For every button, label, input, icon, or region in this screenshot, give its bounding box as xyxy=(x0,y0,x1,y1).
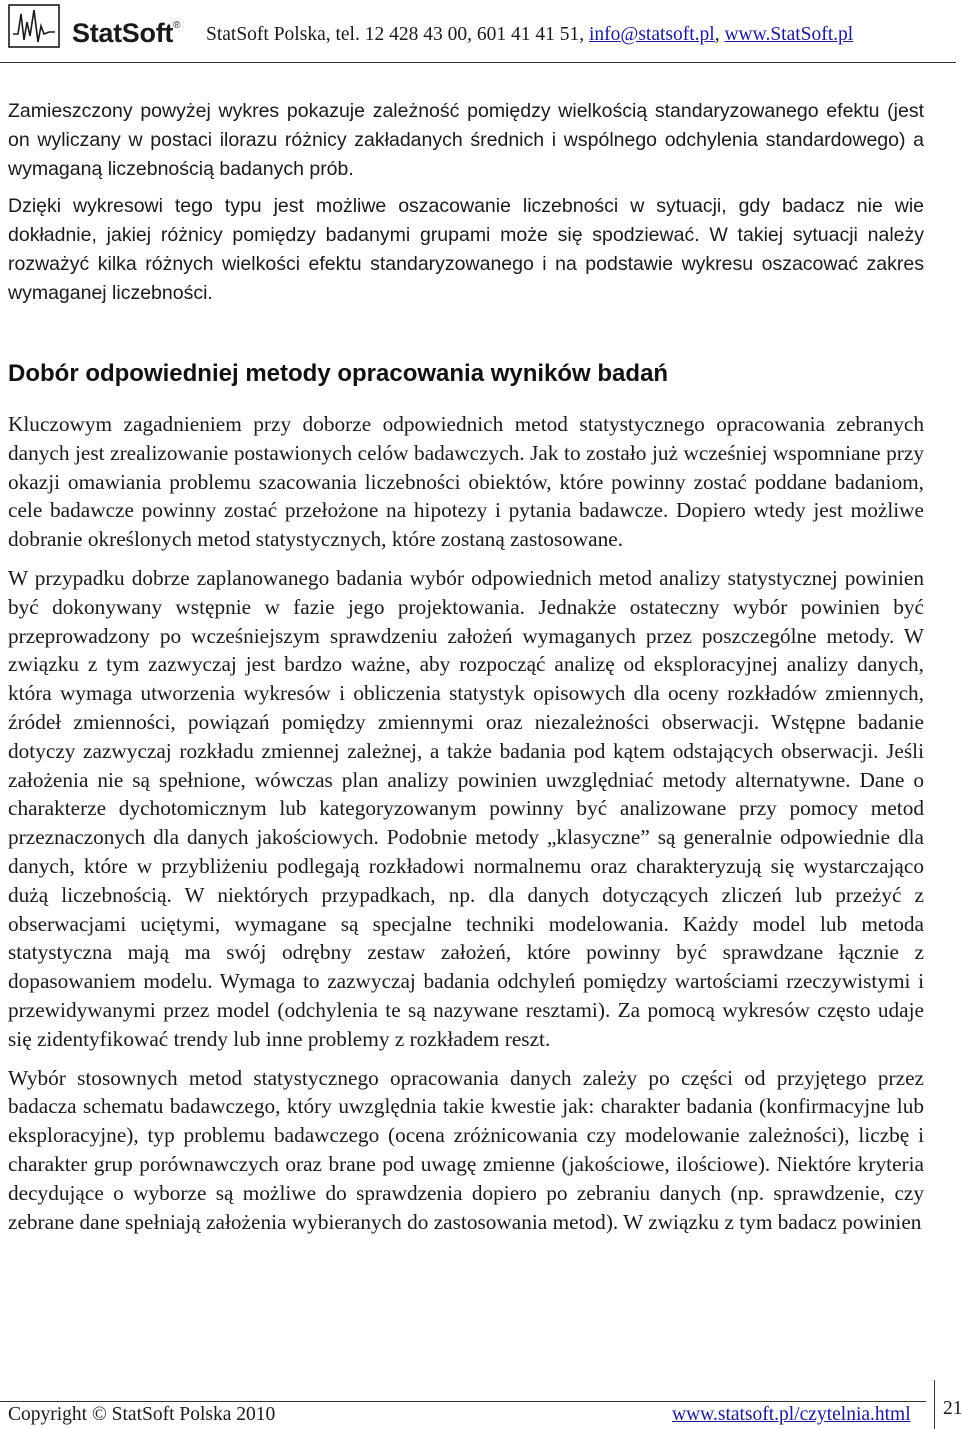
chart-icon xyxy=(8,4,60,48)
page-header xyxy=(0,0,960,58)
logo-wordmark: StatSoft® xyxy=(72,18,181,48)
header-divider xyxy=(0,62,956,63)
paragraph: Zamieszczony powyżej wykres pokazuje zależność pomiędzy wielkością standaryzowanego efektu (jest on wyliczany w postaci ilorazu różnicy zakładanych średnich i wspólnego odchylenia standardowego) a wymaganą liczebnością badanych prób. xyxy=(8,100,924,180)
paragraph: W przypadku dobrze zaplanowanego badania wybór odpowiednich metod analizy statystycznej powinien być dokonywany wstępnie w fazie jego projektowania. Jednakże ostateczny wybór powinien być przeprowadzony po wcześniejszym sprawdzeniu założeń wymaganych przez poszczególne metody. W związku z tym zazwyczaj jest bardzo ważne, aby rozpocząć analizę od eksploracyjnej analizy danych, która wymaga utworzenia wykresów i obliczenia statystyk opisowych dla oceny rozkładów zmiennych, źródeł zmienności, powiązań pomiędzy zmiennymi oraz niezależności obserwacji. Wstępne badanie dotyczy zazwyczaj rozkładu zmiennej zależnej, a także badania pod kątem odstających obserwacji. Jeśli założenia nie są spełnione, wówczas plan analizy powinien uwzględniać metody alternatywne. Dane o charakterze dychotomicznym lub kategoryzowanym powinny być analizowane przy pomocy metod przeznaczonych dla danych jakościowych. Podobnie metody „klasyczne” są generalnie odpowiednie dla danych, które w przybliżeniu podlegają rozkładowi normalnemu oraz charakteryzują się wystarczająco dużą liczebnością. W niektórych przypadkach, np. dla danych dotyczących zliczeń lub przeżyć z obserwacjami uciętymi, wymagane są specjalne techniki modelowania. Każdy model lub metoda statystyczna mają ma swój odrębny zestaw założeń, które powinny być sprawdzane łącznie z dopasowaniem modelu. Wymaga to zazwyczaj badania odchyleń pomiędzy wartościami rzeczywistymi i przewidywanymi przez model (odchylenia te są nazywane resztami). Za pomocą wykresów często udaje się zidentyfikować trendy lub inne problemy z rozkładem reszt. xyxy=(8,565,924,1051)
header-contact: StatSoft Polska, tel. 12 428 43 00, 601 41 41 51, info@statsoft.pl, www.StatSoft.pl xyxy=(206,24,854,45)
website-link[interactable]: www.StatSoft.pl xyxy=(724,24,854,45)
page-number: 21 xyxy=(943,1398,963,1419)
footer-link[interactable]: www.statsoft.pl/czytelnia.html xyxy=(672,1404,911,1425)
footer-copyright: Copyright © StatSoft Polska 2010 xyxy=(8,1404,276,1425)
paragraph: Wybór stosownych metod statystycznego opracowania danych zależy po części od przyjętego przez badacza schematu badawczego, który uwzględnia takie kwestie jak: charakter badania (konfirmacyjne lub eksploracyjne), typ problemu badawczego (ocena zróżnicowania czy modelowanie zależności), liczbę i charakter grup porównawczych oraz brane pod uwagę zmienne (jakościowe, ilościowe). Niektóre kryteria decydujące o wyborze są możliwe do sprawdzenia dopiero po zebraniu danych (np. sprawdzenie, czy zebrane dane spełniają założenia wybieranych do zastosowania metod). W związku z tym badacz powinien xyxy=(8,1065,924,1234)
paragraph: Kluczowym zagadnieniem przy doborze odpowiednich metod statystycznego opracowania zebranych danych jest zrealizowanie postawionych celów badawczych. Jak to zostało już wcześniej wspomniane przy okazji omawiania problemu szacowania liczebności obiektów, które powinny zostać poddane badaniom, cele badawcze powinny zostać przełożone na hipotezy i pytania badawcze. Dopiero wtedy jest możliwe dobranie określonych metod statystycznych, które zostaną zastosowane. xyxy=(8,412,924,552)
page-number-box xyxy=(934,1380,963,1429)
email-link[interactable]: info@statsoft.pl xyxy=(588,24,715,45)
statsoft-logo[interactable] xyxy=(8,4,198,50)
section-heading: Dobór odpowiedniej metody opracowania wyników badań xyxy=(8,360,669,387)
article-body xyxy=(8,97,924,1246)
footer-divider xyxy=(0,1401,926,1402)
paragraph: Dzięki wykresowi tego typu jest możliwe oszacowanie liczebności w sytuacji, gdy badacz nie wie dokładnie, jakiej różnicy pomiędzy badanymi grupami może się spodziewać. W takiej sytuacji należy rozważyć kilka różnych wielkości efektu standaryzowanego i na podstawie wykresu oszacować zakres wymaganej liczebności. xyxy=(8,195,924,304)
contact-text: StatSoft Polska, tel. 12 428 43 00, 601 41 41 51, xyxy=(206,24,589,45)
